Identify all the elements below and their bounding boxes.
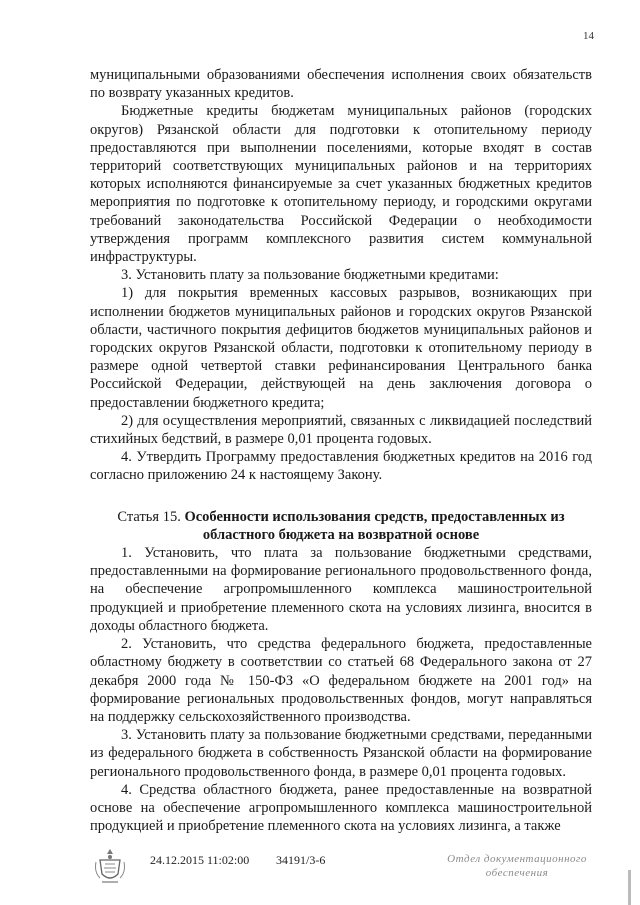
stamp-line2: обеспечения xyxy=(485,867,549,879)
article-heading xyxy=(90,508,592,544)
article-paragraph-1: 1. Установить, что плата за пользование бюджетными средствами, предоставленными на формирование регионального продовольственного фонда, на обеспечение агропромышленного комплекса машиностроительной продукцией и приобретение племенного скота на условиях лизинга, вносится в доходы областного бюджета. xyxy=(90,545,592,634)
paragraph-item-3-1: 1) для покрытия временных кассовых разрывов, возникающих при исполнении бюджетов муниципальных районов и городских округов Рязанской области, частичного покрытия дефицитов бюджетов муниципальных районов и городских округов Рязанской области, подготовки к отопительному периоду в размере одной четвертой ставки рефинансирования Центрального банка Российской Федерации, действующей на день заключения договора о предоставлении бюджетного кредита; xyxy=(90,285,592,411)
article-paragraph-3: 3. Установить плату за пользование бюджетными средствами, переданными из федерального бюджета в собственность Рязанской области на формирование регионального продовольственного фонда, в размере 0,01 процента годовых. xyxy=(90,727,592,780)
article-title-line1: Особенности использования средств, предоставленных из xyxy=(184,508,565,525)
paragraph-continuation: муниципальными образованиями обеспечения исполнения своих обязательств по возврату указанных кредитов. xyxy=(90,67,592,102)
page-number: 14 xyxy=(583,30,594,42)
paragraph-item-3-2: 2) для осуществления мероприятий, связанных с ликвидацией последствий стихийных бедствий, в размере 0,01 процента годовых. xyxy=(90,412,592,448)
department-stamp xyxy=(432,852,602,880)
document-body xyxy=(90,66,592,835)
scan-edge-mark xyxy=(628,870,631,905)
page-footer xyxy=(0,852,640,902)
coat-of-arms-icon xyxy=(92,846,128,886)
footer-date: 24.12.2015 11:02:00 xyxy=(150,853,250,867)
stamp-line1: Отдел документационного xyxy=(447,853,587,865)
paragraph-item-3: 3. Установить плату за пользование бюджетными кредитами: xyxy=(121,267,499,284)
paragraph-item-4: 4. Утвердить Программу предоставления бюджетных кредитов на 2016 год согласно приложению 24 к настоящему Закону. xyxy=(90,449,592,484)
article-title-line2: областного бюджета на возвратной основе xyxy=(202,526,480,543)
article-paragraph-2: 2. Установить, что средства федерального бюджета, предоставленные областному бюджету в соответствии со статьей 68 Федерального закона от 27 декабря 2000 года № 150-ФЗ «О федеральном бюджете на 2001 год» на формирование региональных продовольственных фондов, могут направляться на поддержку сельскохозяйственного производства. xyxy=(90,636,592,725)
footer-document-code: 34191/3-6 xyxy=(276,853,326,867)
paragraph-budget-credits: Бюджетные кредиты бюджетам муниципальных районов (городских округов) Рязанской области для подготовки к отопительному периоду предоставляются при выполнении поселениями, которые входят в состав территорий соответствующих муниципальных районов и на территориях которых исполняются финансируемые за счет указанных бюджетных кредитов мероприятия по подготовке к отопительному периоду, и городскими округами требований законодательства Российской Федерации о необходимости утверждения программ комплексного развития систем коммунальной инфраструктуры. xyxy=(90,103,592,266)
article-prefix: Статья 15. xyxy=(117,508,181,525)
article-paragraph-4: 4. Средства областного бюджета, ранее предоставленные на возвратной основе на обеспечение агропромышленного комплекса машиностроительной продукцией и приобретение племенного скота на условиях лизинга, а также xyxy=(90,781,592,835)
